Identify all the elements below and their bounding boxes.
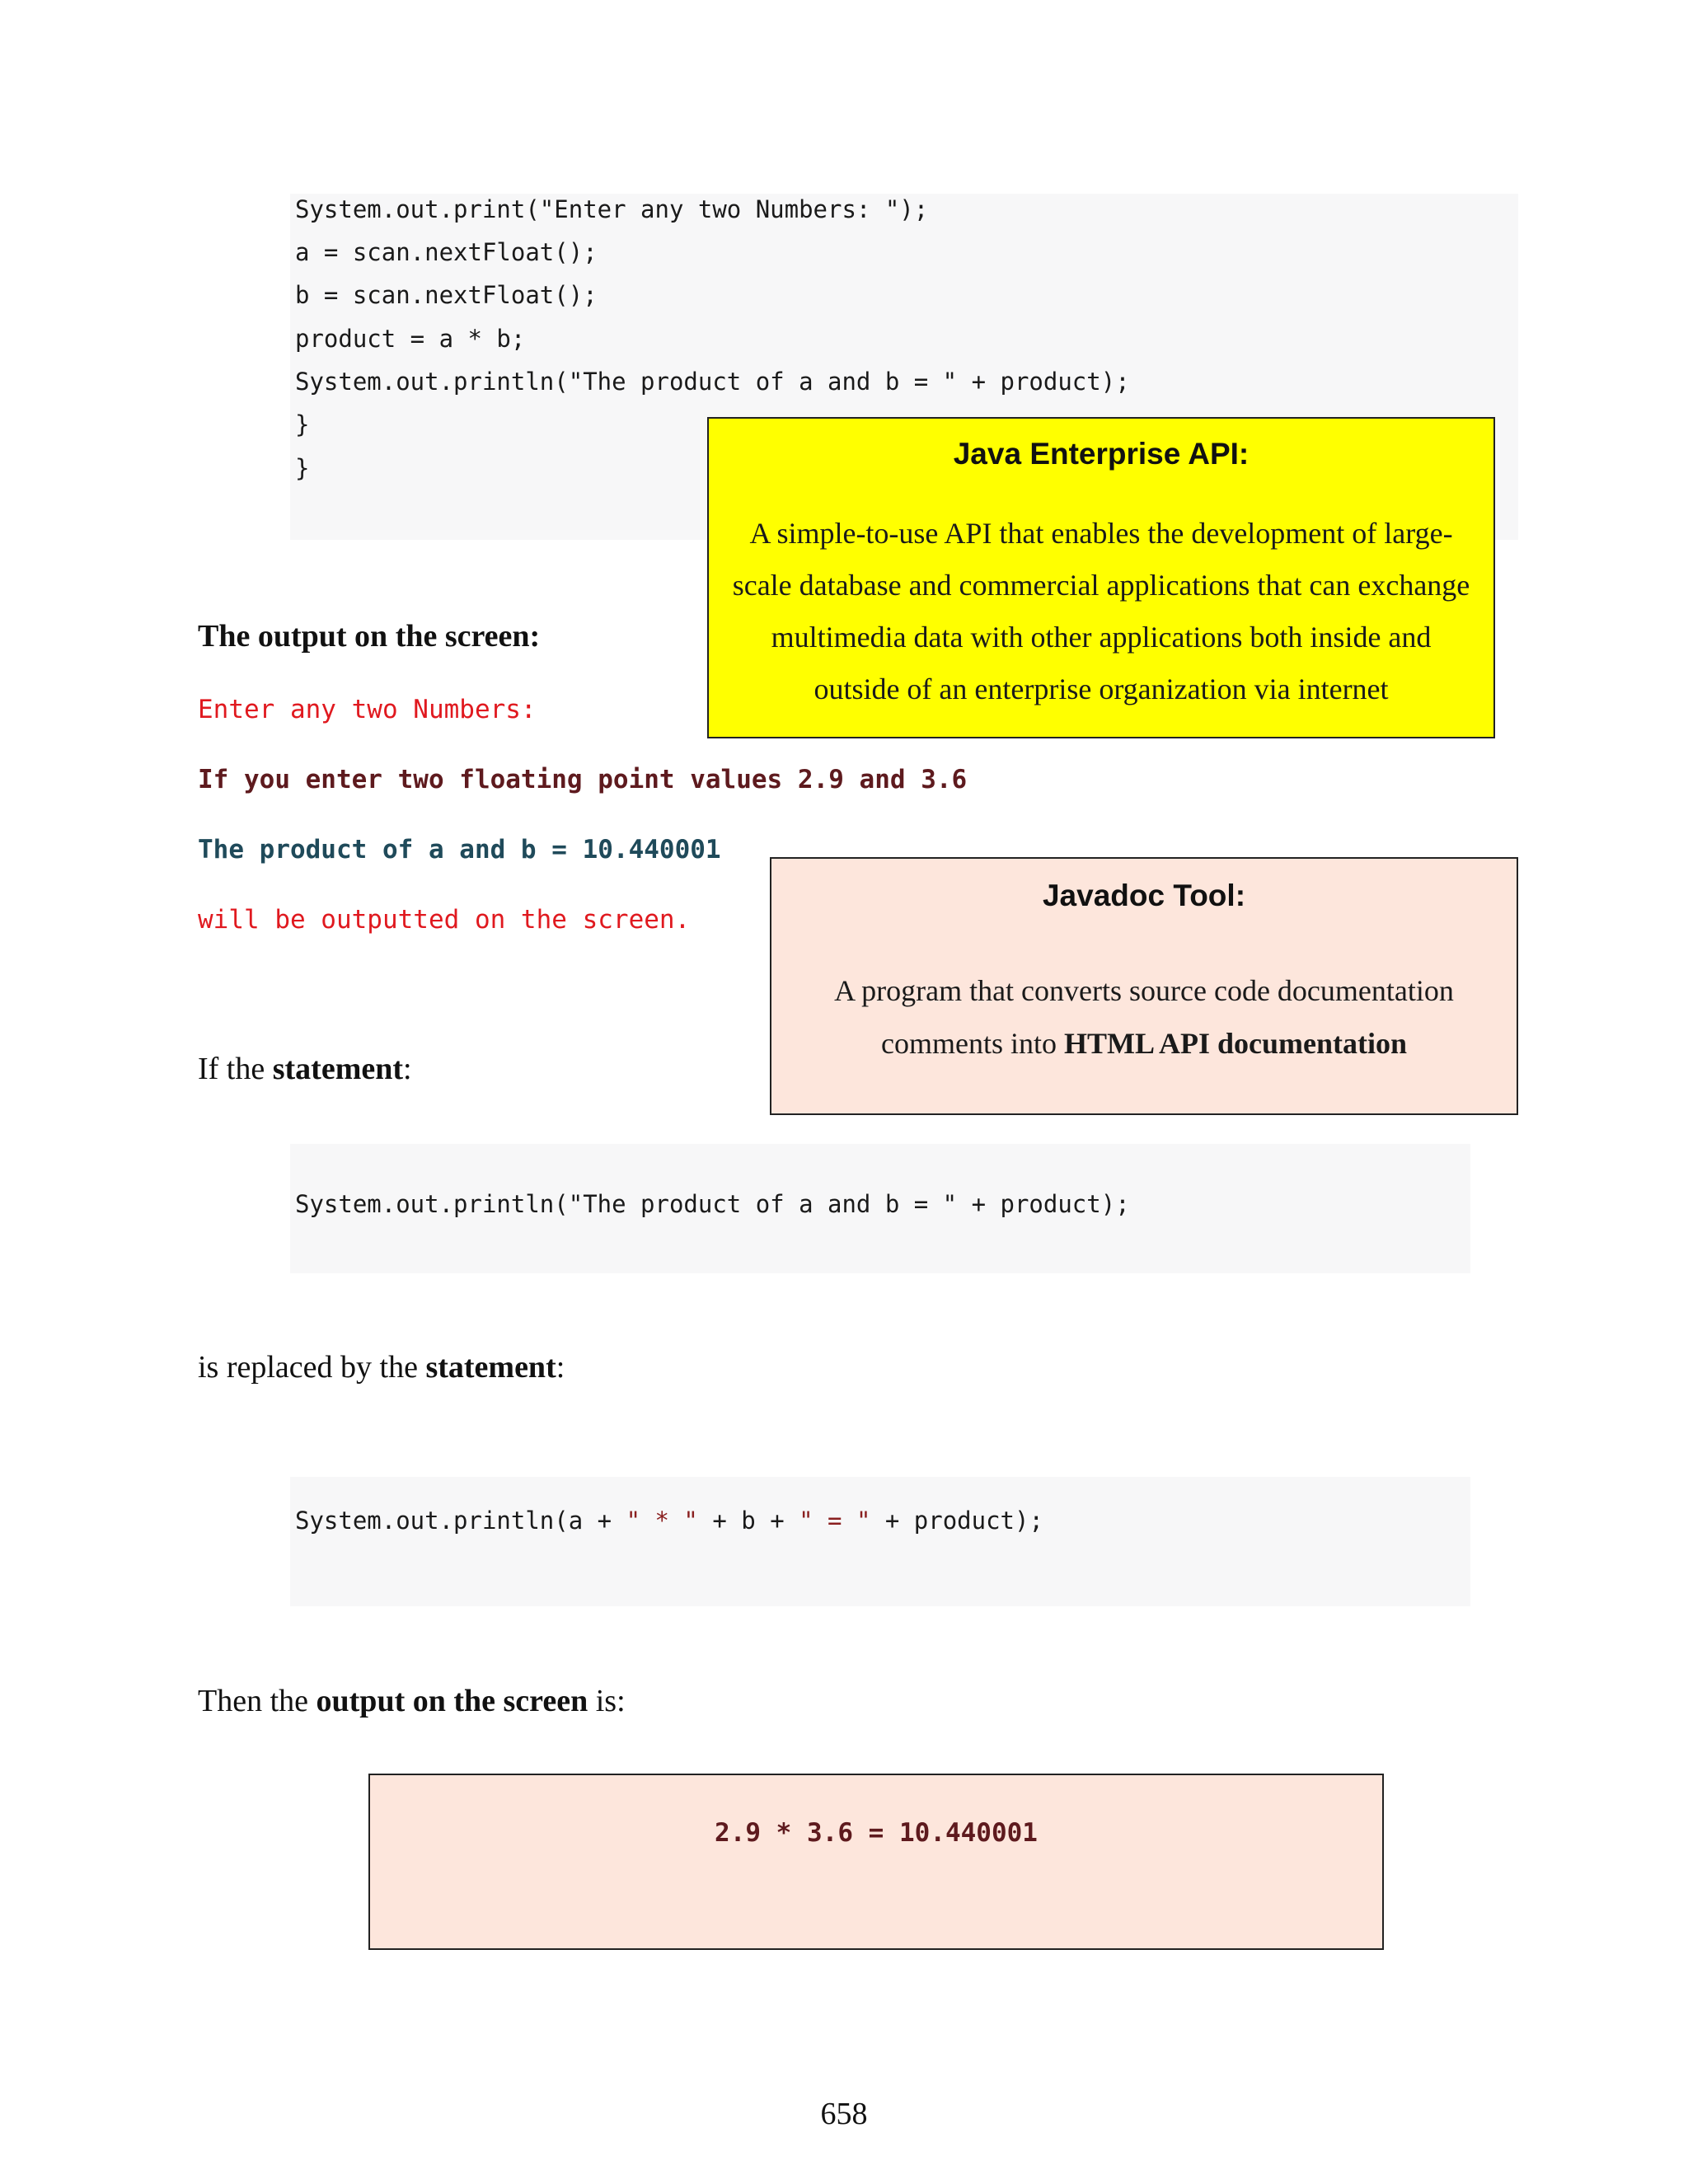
callout-body-line: A simple-to-use API that enables the development of large- (749, 517, 1453, 550)
code-line: System.out.println("The product of a and b = " + product); (295, 368, 1130, 396)
code-line: a = scan.nextFloat(); (295, 238, 598, 266)
text-bold: statement (425, 1350, 556, 1385)
code-line: } (295, 454, 310, 482)
output-heading: The output on the screen: (198, 619, 541, 654)
callout-body-line: multimedia data with other applications both inside and (771, 621, 1432, 654)
output-note: If you enter two floating point values 2.9 and 3.6 (198, 765, 968, 794)
text-span: : (403, 1052, 412, 1086)
text-span: is replaced by the (198, 1350, 426, 1385)
code-line: } (295, 410, 310, 438)
callout-body-line: scale database and commercial applications that can exchange (732, 569, 1470, 602)
code-line: product = a * b; (295, 325, 526, 353)
code-token: System.out.println(a + (295, 1507, 626, 1535)
callout-title: Javadoc Tool: (1042, 879, 1246, 912)
code-token: + b + (697, 1507, 799, 1535)
callout-body-bold: HTML API documentation (1063, 1027, 1408, 1060)
final-output-text: 2.9 * 3.6 = 10.440001 (715, 1818, 1038, 1848)
code-line: b = scan.nextFloat(); (295, 281, 598, 309)
text-span: is: (588, 1684, 626, 1718)
text-bold: statement (272, 1052, 404, 1086)
replaced-statement-text (198, 1352, 565, 1383)
page-number: 658 (820, 2097, 868, 2131)
callout-body-line: outside of an enterprise organization via internet (814, 673, 1389, 705)
if-statement-text (198, 1053, 412, 1085)
output-result: The product of a and b = 10.440001 (198, 835, 721, 865)
callout-body (788, 964, 1500, 1070)
code-line: System.out.println("The product of a and b = " + product); (295, 1190, 1130, 1218)
callout-body-line (788, 1017, 1500, 1070)
output-closing: will be outputted on the screen. (198, 905, 691, 935)
code-line (295, 1509, 1043, 1533)
callout-javadoc-tool (770, 857, 1518, 1115)
then-output-text (198, 1685, 626, 1717)
code-token: + product); (870, 1507, 1043, 1535)
text-bold: output on the screen (316, 1684, 588, 1718)
callout-title: Java Enterprise API: (953, 437, 1250, 471)
callout-body-text: comments into (880, 1027, 1064, 1060)
code-string: " * " (626, 1507, 698, 1535)
text-span: : (556, 1350, 565, 1385)
output-prompt: Enter any two Numbers: (198, 695, 537, 724)
callout-java-enterprise-api (707, 417, 1495, 738)
text-span: Then the (198, 1684, 316, 1718)
code-line: System.out.print("Enter any two Numbers: "); (295, 195, 929, 223)
text-span: If the (198, 1052, 273, 1086)
final-output-box (368, 1774, 1384, 1950)
callout-body (725, 508, 1477, 715)
callout-body-line: A program that converts source code documentation (834, 974, 1454, 1007)
code-string: " = " (799, 1507, 871, 1535)
code-block-replacement (290, 1477, 1470, 1606)
